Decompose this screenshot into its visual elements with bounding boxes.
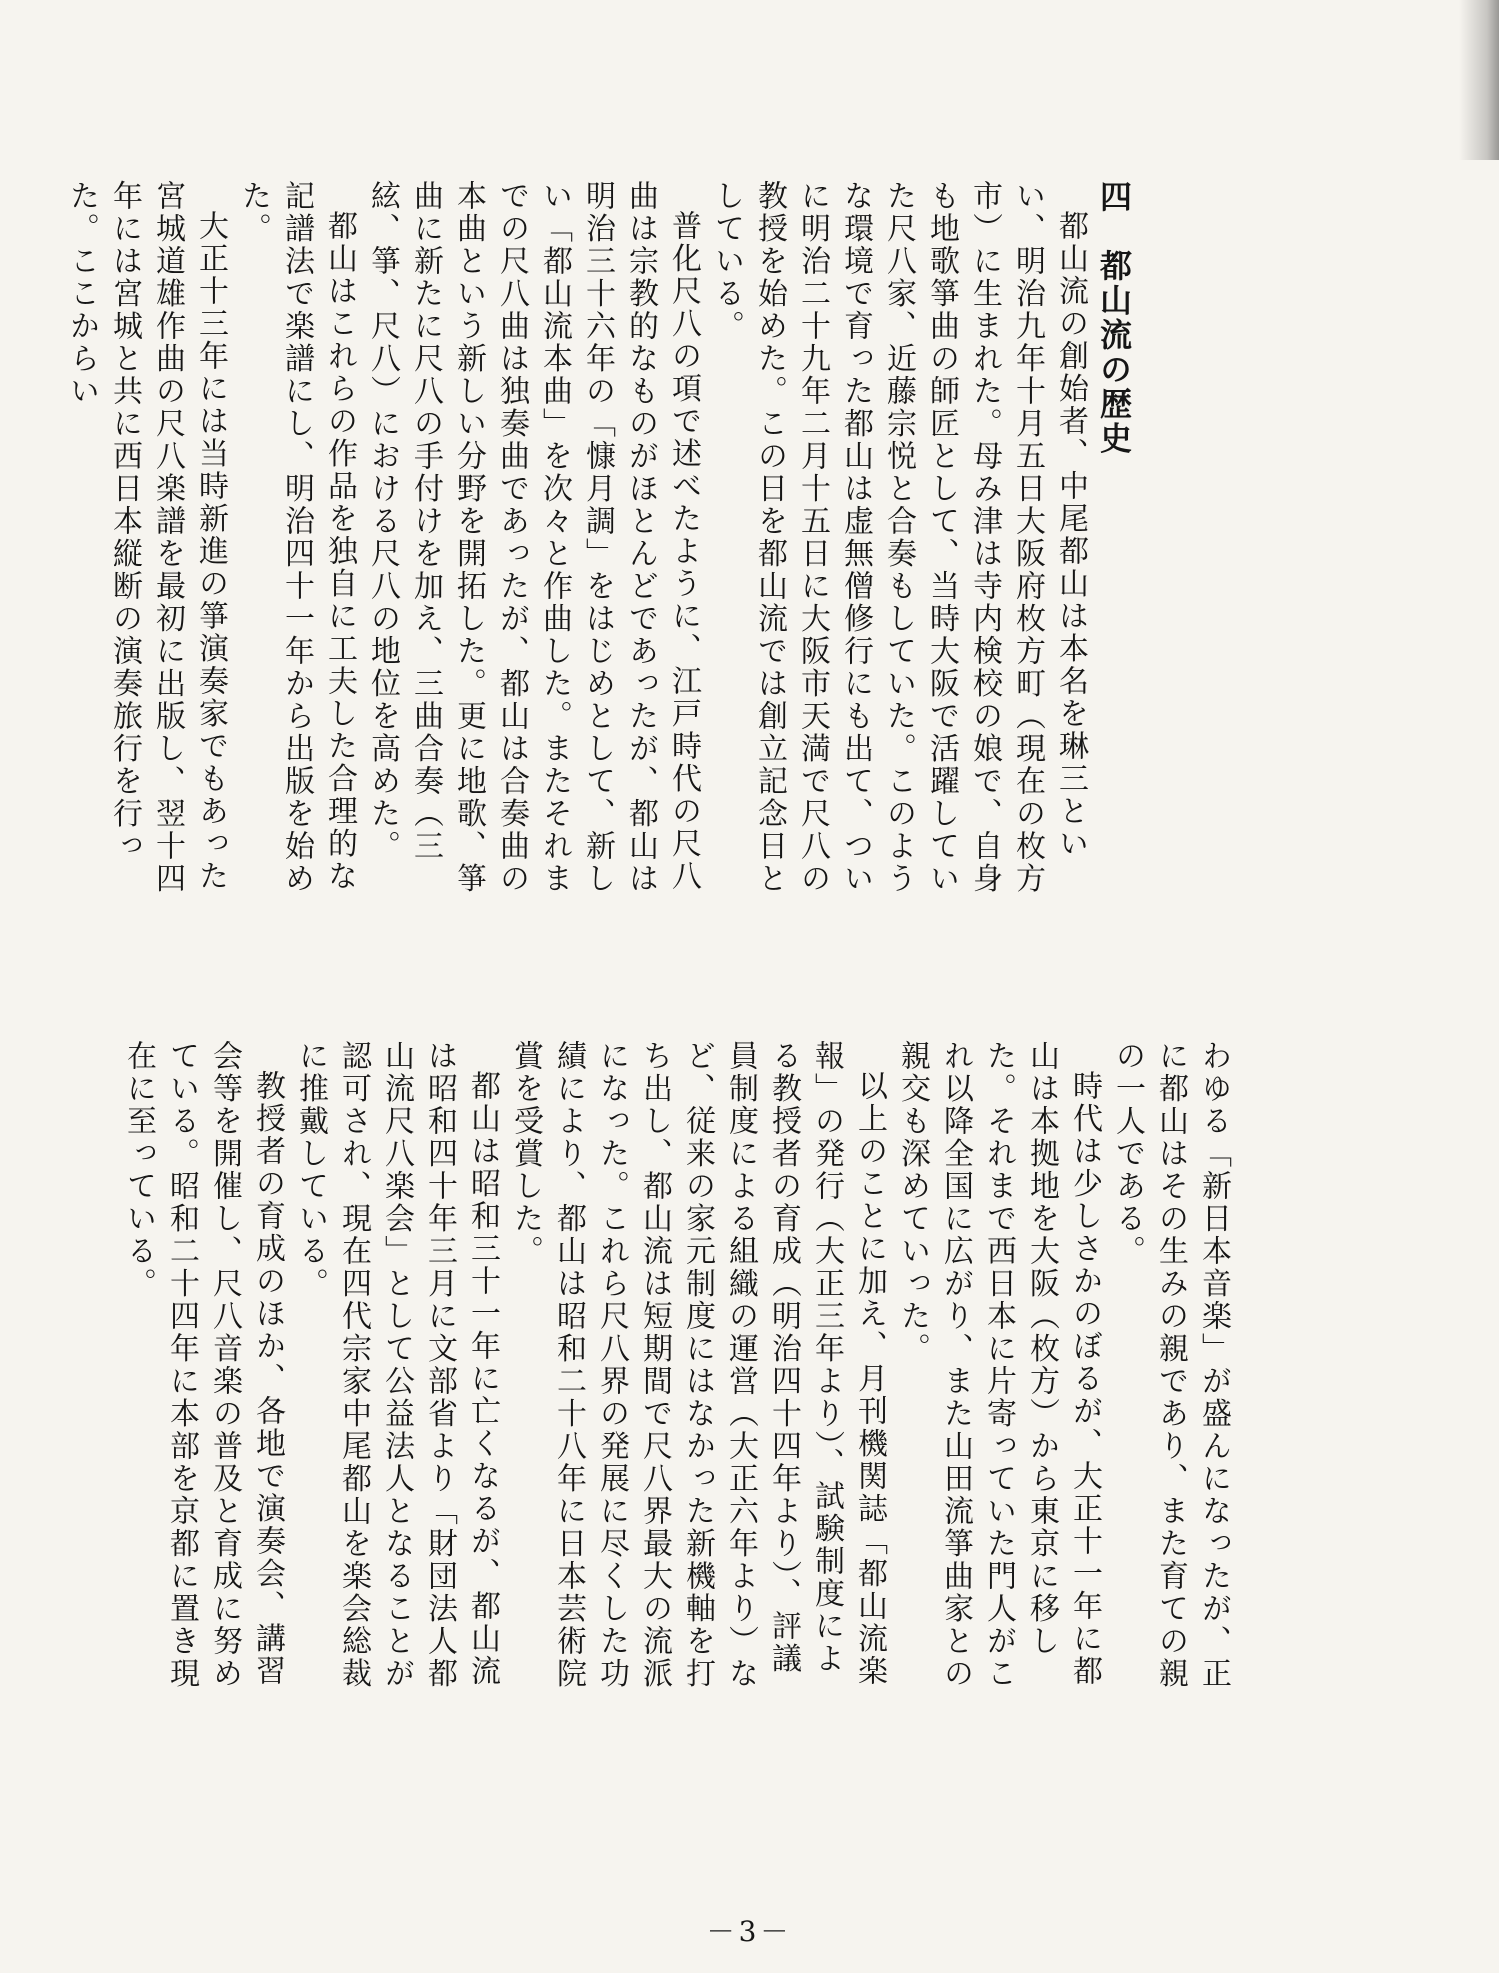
lower-text-block [121,1040,1235,1700]
paragraph: 大正十三年には当時新進の箏演奏家でもあった宮城道雄作曲の尺八楽譜を最初に出版し、翌十四年には宮城と共に西日本縦断の演奏旅行を行った。ここからい [64,180,228,895]
paragraph: 都山は昭和三十一年に亡くなるが、都山流は昭和四十年三月に文部省より「財団法人都山流尺八楽会」として公益法人となることが認可され、現在四代宗家中尾都山を楽会総裁に推戴している。 [293,1040,500,1690]
paragraph: 都山流の創始者、中尾都山は本名を琳三といい、明治九年十月五日大阪府枚方町（現在の枚方市）に生まれた。母み津は寺内検校の娘で、自身も地歌箏曲の師匠として、当時大阪で活躍していた尺八家、近藤宗悦と合奏もしていた。このような環境で育った都山は虚無僧修行にも出て、ついに明治二十九年二月十五日に大阪市天満で尺八の教授を始めた。この日を都山流では創立記念日としている。 [709,180,1088,895]
paragraph: 都山はこれらの作品を独自に工夫した合理的な記譜法で楽譜にし、明治四十一年から出版を始めた。 [236,180,357,895]
section-title: 四 都山流の歴史 [1095,180,1133,456]
page-number: －3－ [706,1915,793,1948]
page-edge-shadow [1459,0,1499,160]
paragraph: 教授者の育成のほか、各地で演奏会、講習会等を開催し、尺八音楽の普及と育成に努めている。昭和二十四年に本部を京都に置き現在に至っている。 [121,1040,285,1690]
paragraph: わゆる「新日本音楽」が盛んになったが、正に都山はその生みの親であり、また育ての親の一人である。 [1110,1040,1231,1690]
paragraph: 時代は少しさかのぼるが、大正十一年に都山は本拠地を大阪（枚方）から東京に移した。それまで西日本に片寄っていた門人がこれ以降全国に広がり、また山田流箏曲家との親交も深めていった。 [895,1040,1102,1690]
paragraph: 以上のことに加え、月刊機関誌「都山流楽報」の発行（大正三年より）、試験制度による教授者の育成（明治四十四年より）、評議員制度による組織の運営（大正六年より）など、従来の家元制度にはなかった新機軸を打ち出し、都山流は短期間で尺八界最大の流派になった。これら尺八界の発展に尽くした功績により、都山は昭和二十八年に日本芸術院賞を受賞した。 [508,1040,887,1690]
paragraph: 普化尺八の項で述べたように、江戸時代の尺八曲は宗教的なものがほとんどであったが、都山は明治三十六年の「慷月調」をはじめとして、新しい「都山流本曲」を次々と作曲した。またそれまでの尺八曲は独奏曲であったが、都山は合奏曲の本曲という新しい分野を開拓した。更に地歌、箏曲に新たに尺八の手付けを加え、三曲合奏（三絃、箏、尺八）における尺八の地位を高めた。 [365,180,701,895]
upper-text-block [64,180,1135,910]
